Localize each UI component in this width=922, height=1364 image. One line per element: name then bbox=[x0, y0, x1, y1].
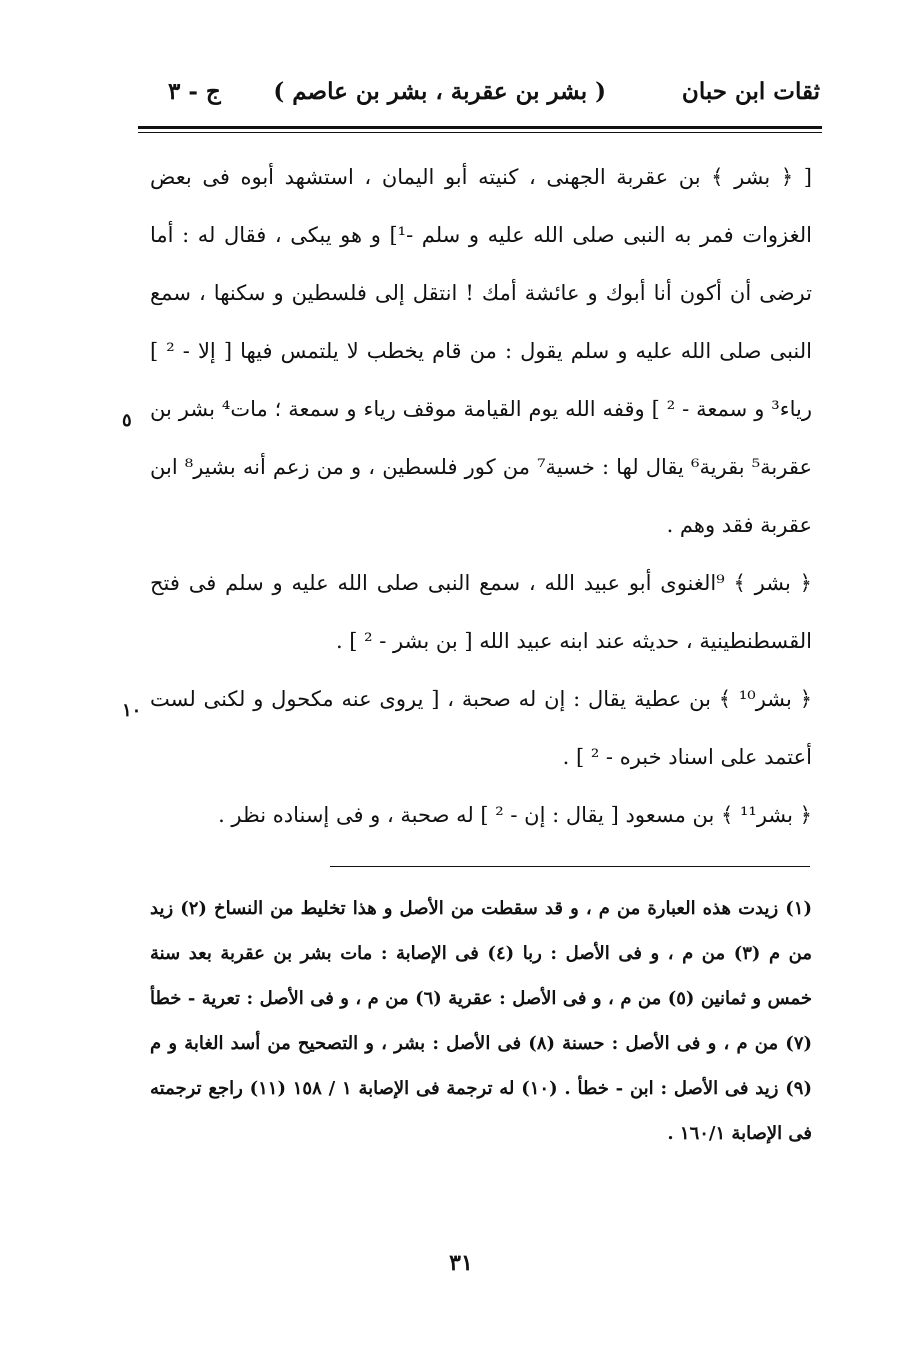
main-text bbox=[150, 148, 812, 844]
footnotes bbox=[150, 886, 812, 1156]
footnote-text: (١) زيدت هذه العبارة من م ، و قد سقطت من الأصل و هذا تخليط من النساخ (٢) زيد من م (٣) من م ، و فى الأصل : ربا (٤) فى الإصابة : مات بشر بن عقربة بعد سنة خمس و ثمانين (٥) من م ، و فى الأصل : عقرية (٦) من م ، و فى الأصل : تعرية - خطأ (٧) من م ، و فى الأصل : حسنة (٨) فى الأصل : بشر ، و التصحيح من أسد الغابة و م (٩) زيد فى الأصل : ابن - خطأ . (١٠) له ترجمة فى الإصابة ١ / ١٥٨ (١١) راجع ترجمته فى الإصابة ١٦٠/١ . bbox=[150, 898, 813, 1144]
running-header bbox=[140, 78, 820, 118]
volume-label: ج - ٣ bbox=[168, 78, 221, 105]
entry-bishr-ibn-atiyya: ﴿ بشر¹⁰ ﴾ بن عطية يقال : إن له صحبة ، [ يروى عنه مكحول و لكنى لست أعتمد على اسناد خبره - ² ] . bbox=[150, 687, 812, 769]
entry-bishr-al-ghanawi: ﴿ بشر ﴾ ⁹الغنوى أبو عبيد الله ، سمع النبى صلى الله عليه و سلم فى فتح القسطنطينية ، حديثه عند ابنه عبيد الله [ بن بشر - ² ] . bbox=[150, 571, 812, 653]
line-number-10: ١٠ bbox=[122, 700, 142, 721]
header-rule-thin bbox=[138, 132, 822, 133]
book-title: ثقات ابن حبان bbox=[681, 78, 820, 105]
header-rule-thick bbox=[138, 126, 822, 129]
section-title: ( بشر بن عقربة ، بشر بن عاصم ) bbox=[273, 78, 606, 105]
line-number-5: ٥ bbox=[122, 410, 132, 431]
page-number: ٣١ bbox=[449, 1250, 473, 1276]
footnote-divider bbox=[330, 866, 810, 867]
entry-bishr-ibn-aqraba: [ ﴿ بشر ﴾ بن عقربة الجهنى ، كنيته أبو اليمان ، استشهد أبوه فى بعض الغزوات فمر به النبى صلى الله عليه و سلم -¹] و هو يبكى ، فقال له : أما ترضى أن أكون أنا أبوك و عائشة أمك ! انتقل إلى فلسطين و سكنها ، سمع النبى صلى الله عليه و سلم يقول : من قام يخطب لا يلتمس فيها [ إلا - ² ] رياء³ و سمعة - ² ] وقفه الله يوم القيامة موقف رياء و سمعة ؛ مات⁴ بشر بن عقربة⁵ بقرية⁶ يقال لها : خسية⁷ من كور فلسطين ، و من زعم أنه بشير⁸ ابن عقربة فقد وهم . bbox=[150, 165, 813, 537]
entry-bishr-ibn-masud: ﴿ بشر¹¹ ﴾ بن مسعود [ يقال : إن - ² ] له صحبة ، و فى إسناده نظر . bbox=[218, 803, 812, 827]
